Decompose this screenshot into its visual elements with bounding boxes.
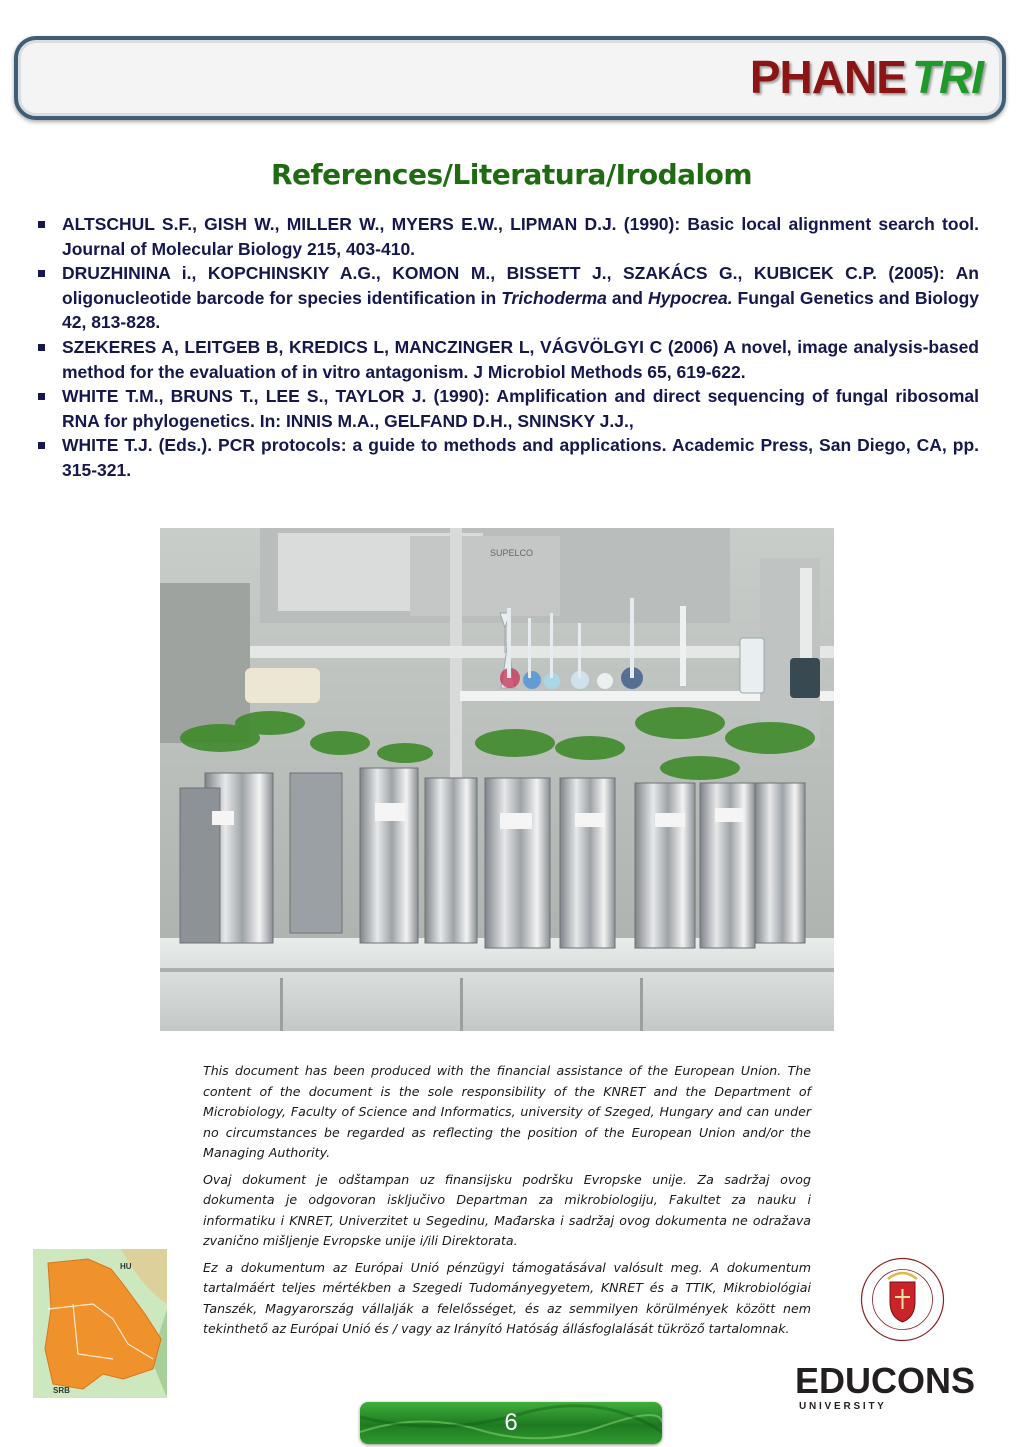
bullet-icon bbox=[38, 393, 45, 400]
lab-plants-illustration bbox=[160, 528, 834, 1031]
map-label-hu: HU bbox=[120, 1262, 132, 1271]
supelco-label: SUPELCO bbox=[490, 548, 534, 558]
reference-text: ALTSCHUL S.F., GISH W., MILLER W., MYERS E.W., LIPMAN D.J. (1990): Basic local alignment search tool. Journal of Molecular Biology 215, 403-410. bbox=[62, 214, 979, 259]
logo-tri: TRI bbox=[911, 51, 983, 103]
educons-name: EDUCONS bbox=[795, 1360, 976, 1401]
logo-phane: PHANE bbox=[749, 51, 906, 103]
references-title: References/Literatura/Irodalom bbox=[270, 158, 753, 191]
reference-text: SZEKERES A, LEITGEB B, KREDICS L, MANCZINGER L, VÁGVÖLGYI C (2006) A novel, image analysis-based method for the evaluation of in vitro antagonism. J Microbiol Methods 65, 619-622. bbox=[62, 336, 979, 382]
lab-photo bbox=[160, 528, 834, 1031]
bullet-icon bbox=[38, 344, 45, 351]
bullet-icon bbox=[38, 221, 45, 228]
educons-subtitle: U N I V E R S I T Y bbox=[799, 1401, 884, 1412]
reference-item bbox=[38, 212, 979, 261]
page-number-badge bbox=[360, 1402, 662, 1444]
reference-list bbox=[38, 212, 979, 483]
educons-logo bbox=[793, 1357, 998, 1413]
reference-text: WHITE T.M., BRUNS T., LEE S., TAYLOR J. (1990): Amplification and direct sequencing of fungal ribosomal RNA for phylogenetics. In: INNIS M.A., GELFAND D.H., SNINSKY J.J., bbox=[62, 386, 979, 431]
szeged-seal-icon bbox=[860, 1257, 945, 1342]
disclaimer-hungarian: Ez a dokumentum az Európai Unió pénzügyi támogatásával valósult meg. A dokumentum tartalmáért teljes mértékben a Szegedi Tudományegyetem, KNRET és a TTIK, Mikrobiológiai Tanszék, Magyarország vállalják a felelősséget, és az semmilyen körülmények között nem tekinthető az Európai Unió és / vagy az Irányító Hatóság állásfoglalását tükröző tartalomnak. bbox=[203, 1259, 811, 1336]
bullet-icon bbox=[38, 442, 45, 449]
university-seal bbox=[860, 1257, 945, 1342]
map-label-srb: SRB bbox=[53, 1386, 70, 1395]
bullet-icon bbox=[38, 270, 45, 277]
reference-item bbox=[38, 335, 979, 384]
reference-italic-genus: Trichoderma bbox=[501, 287, 607, 308]
disclaimer-serbian: Ovaj dokument je odštampan uz finansijsku podršku Evropske unije. Za sadržaj ovog dokumenta je odgovoran isključivo Departman za mikrobiologiju, Fakultet za nauku i informatiku i KNRET, Univerzitet u Segedinu, Mađarska i sadržaj ovog dokumenta ne odražava zvanično mišljenje Evropske unije i/ili Direktorata. bbox=[203, 1171, 811, 1248]
disclaimer-block bbox=[203, 1061, 811, 1346]
reference-italic-genus: Hypocrea. bbox=[647, 287, 733, 308]
reference-item bbox=[38, 433, 979, 482]
reference-item bbox=[38, 384, 979, 433]
educons-university-logo bbox=[793, 1357, 998, 1413]
hu-srb-map-illustration bbox=[33, 1249, 167, 1398]
phanetri-logo bbox=[749, 51, 983, 103]
reference-text: DRUZHININA i., KOPCHINSKIY A.G., KOMON M., BISSETT J., SZAKÁCS G., KUBICEK C.P. (2005): An oligonucleotide barcode for species identification in bbox=[62, 263, 979, 308]
page-number: 6 bbox=[504, 1409, 518, 1436]
reference-text: and bbox=[606, 287, 648, 308]
reference-item bbox=[38, 261, 979, 335]
region-map bbox=[33, 1249, 167, 1398]
reference-text: WHITE T.J. (Eds.). PCR protocols: a guide to methods and applications. Academic Press, San Diego, CA, pp. 315-321. bbox=[62, 435, 979, 480]
reference-text: Fungal Genetics and Biology 42, 813-828. bbox=[62, 287, 979, 333]
disclaimer-english: This document has been produced with the financial assistance of the European Union. The content of the document is the sole responsibility of the KNRET and the Department of Microbiology, Faculty of Science and Informatics, university of Szeged, Hungary and can under no circumstances be regarded as reflecting the position of the European Union and/or the Managing Authority. bbox=[203, 1063, 811, 1160]
